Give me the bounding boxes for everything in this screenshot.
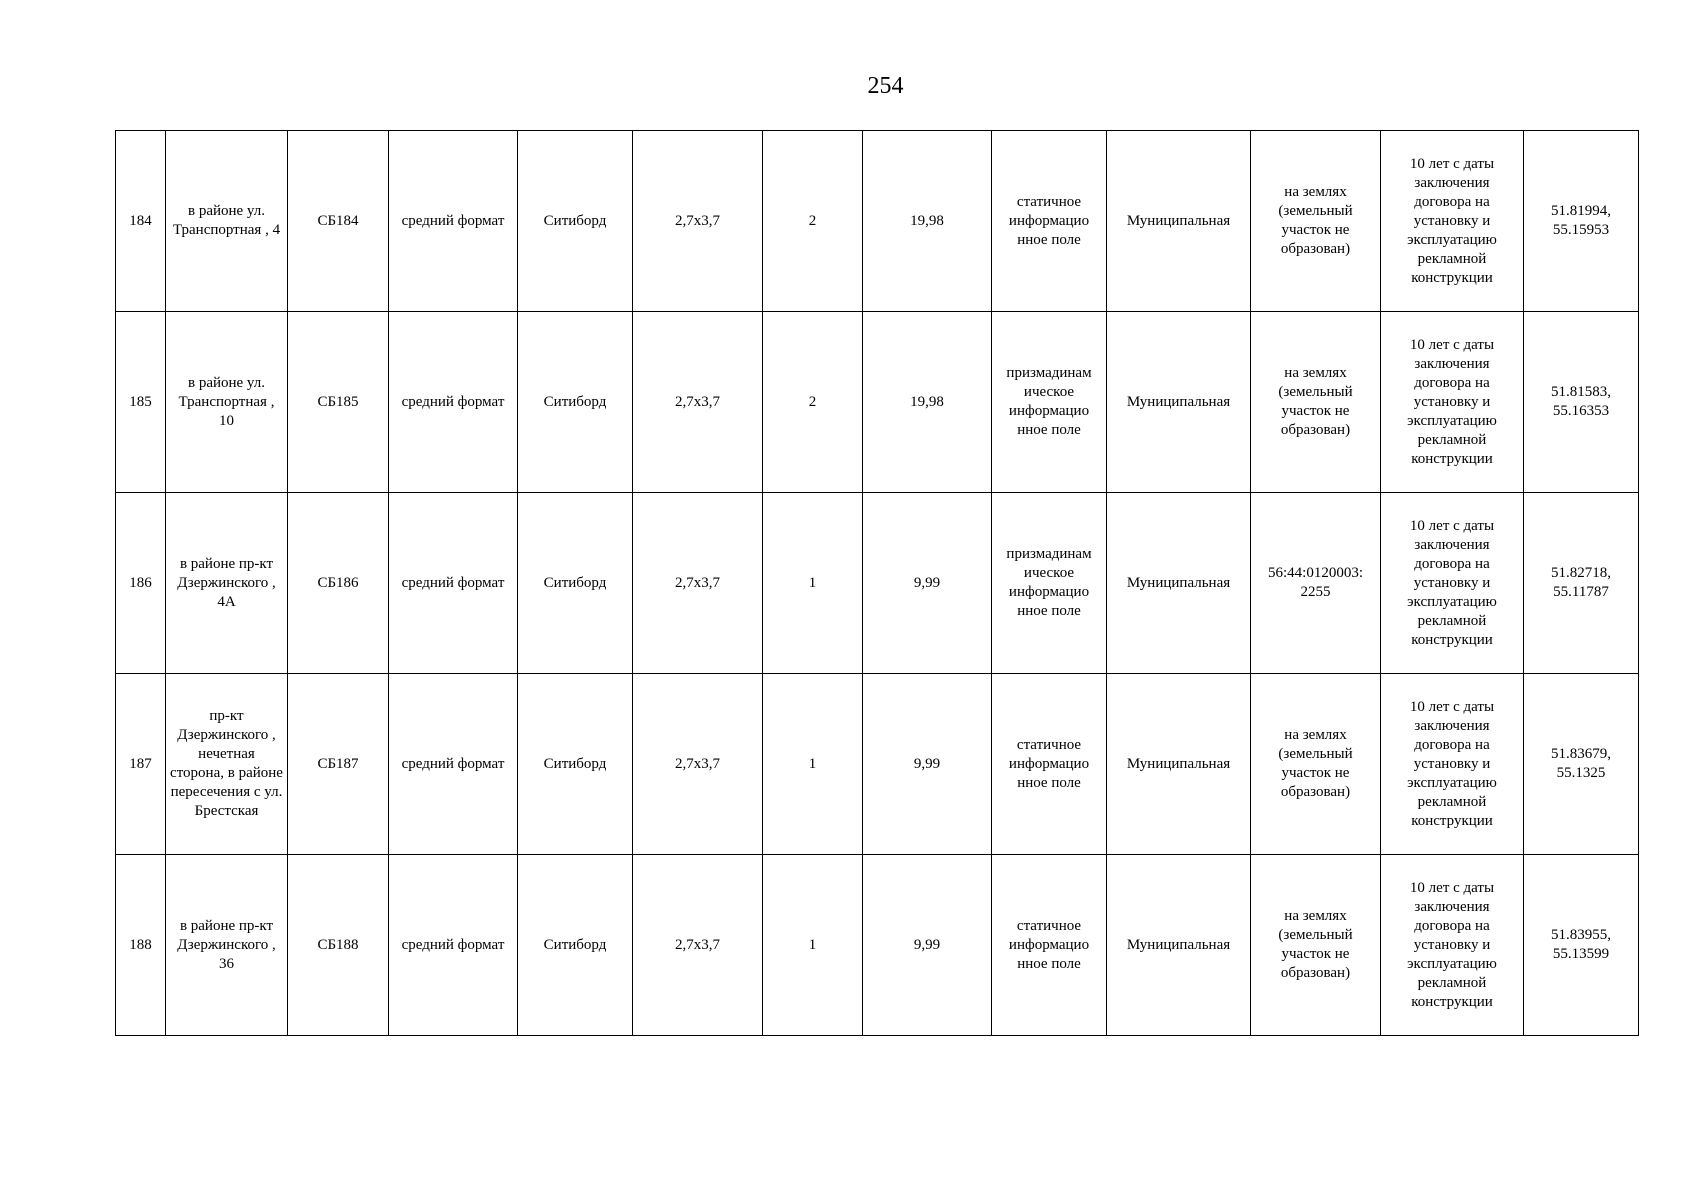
cell-ownership: Муниципальная [1107, 131, 1251, 312]
cell-coords: 51.81994, 55.15953 [1524, 131, 1639, 312]
cell-land: 56:44:0120003: 2255 [1251, 493, 1381, 674]
cell-code: СБ185 [288, 312, 389, 493]
cell-ownership: Муниципальная [1107, 493, 1251, 674]
cell-type: Ситиборд [518, 674, 633, 855]
cell-size: 2,7х3,7 [633, 674, 763, 855]
cell-type: Ситиборд [518, 493, 633, 674]
cell-number: 185 [116, 312, 166, 493]
cell-term: 10 лет с даты заключения договора на установку и эксплуатацию рекламной конструкции [1381, 131, 1524, 312]
cell-size: 2,7х3,7 [633, 855, 763, 1036]
cell-land: на землях (земельный участок не образован) [1251, 674, 1381, 855]
cell-number: 188 [116, 855, 166, 1036]
cell-ownership: Муниципальная [1107, 674, 1251, 855]
cell-sides: 1 [763, 855, 863, 1036]
cell-coords: 51.83679, 55.1325 [1524, 674, 1639, 855]
cell-number: 187 [116, 674, 166, 855]
cell-area: 9,99 [863, 855, 992, 1036]
cell-ownership: Муниципальная [1107, 312, 1251, 493]
table-row [116, 674, 1639, 855]
cell-format: средний формат [389, 493, 518, 674]
cell-size: 2,7х3,7 [633, 312, 763, 493]
cell-size: 2,7х3,7 [633, 131, 763, 312]
cell-term: 10 лет с даты заключения договора на установку и эксплуатацию рекламной конструкции [1381, 493, 1524, 674]
cell-field: статичное информацио нное поле [992, 855, 1107, 1036]
cell-code: СБ184 [288, 131, 389, 312]
cell-format: средний формат [389, 855, 518, 1036]
cell-sides: 1 [763, 493, 863, 674]
cell-field: призмадинам ическое информацио нное поле [992, 493, 1107, 674]
cell-number: 184 [116, 131, 166, 312]
cell-address: в районе ул. Транспортная , 4 [166, 131, 288, 312]
cell-type: Ситиборд [518, 312, 633, 493]
cell-sides: 2 [763, 131, 863, 312]
cell-ownership: Муниципальная [1107, 855, 1251, 1036]
cell-number: 186 [116, 493, 166, 674]
cell-coords: 51.83955, 55.13599 [1524, 855, 1639, 1036]
cell-code: СБ187 [288, 674, 389, 855]
cell-format: средний формат [389, 312, 518, 493]
cell-land: на землях (земельный участок не образован) [1251, 131, 1381, 312]
cell-field: призмадинам ическое информацио нное поле [992, 312, 1107, 493]
cell-address: пр-кт Дзержинского , нечетная сторона, в районе пересечения с ул. Брестская [166, 674, 288, 855]
cell-format: средний формат [389, 674, 518, 855]
cell-sides: 1 [763, 674, 863, 855]
page-number: 254 [867, 73, 904, 99]
registry-table [115, 130, 1639, 1036]
cell-land: на землях (земельный участок не образован) [1251, 855, 1381, 1036]
table-row [116, 855, 1639, 1036]
cell-area: 9,99 [863, 674, 992, 855]
cell-area: 19,98 [863, 312, 992, 493]
cell-address: в районе пр-кт Дзержинского , 4А [166, 493, 288, 674]
cell-field: статичное информацио нное поле [992, 131, 1107, 312]
cell-sides: 2 [763, 312, 863, 493]
cell-address: в районе пр-кт Дзержинского , 36 [166, 855, 288, 1036]
cell-term: 10 лет с даты заключения договора на установку и эксплуатацию рекламной конструкции [1381, 855, 1524, 1036]
cell-format: средний формат [389, 131, 518, 312]
cell-code: СБ186 [288, 493, 389, 674]
cell-type: Ситиборд [518, 855, 633, 1036]
cell-coords: 51.81583, 55.16353 [1524, 312, 1639, 493]
cell-address: в районе ул. Транспортная , 10 [166, 312, 288, 493]
table-row [116, 312, 1639, 493]
cell-coords: 51.82718, 55.11787 [1524, 493, 1639, 674]
cell-term: 10 лет с даты заключения договора на установку и эксплуатацию рекламной конструкции [1381, 312, 1524, 493]
cell-field: статичное информацио нное поле [992, 674, 1107, 855]
table-row [116, 493, 1639, 674]
cell-area: 19,98 [863, 131, 992, 312]
cell-land: на землях (земельный участок не образован) [1251, 312, 1381, 493]
cell-size: 2,7х3,7 [633, 493, 763, 674]
cell-type: Ситиборд [518, 131, 633, 312]
cell-term: 10 лет с даты заключения договора на установку и эксплуатацию рекламной конструкции [1381, 674, 1524, 855]
cell-area: 9,99 [863, 493, 992, 674]
cell-code: СБ188 [288, 855, 389, 1036]
table-row [116, 131, 1639, 312]
